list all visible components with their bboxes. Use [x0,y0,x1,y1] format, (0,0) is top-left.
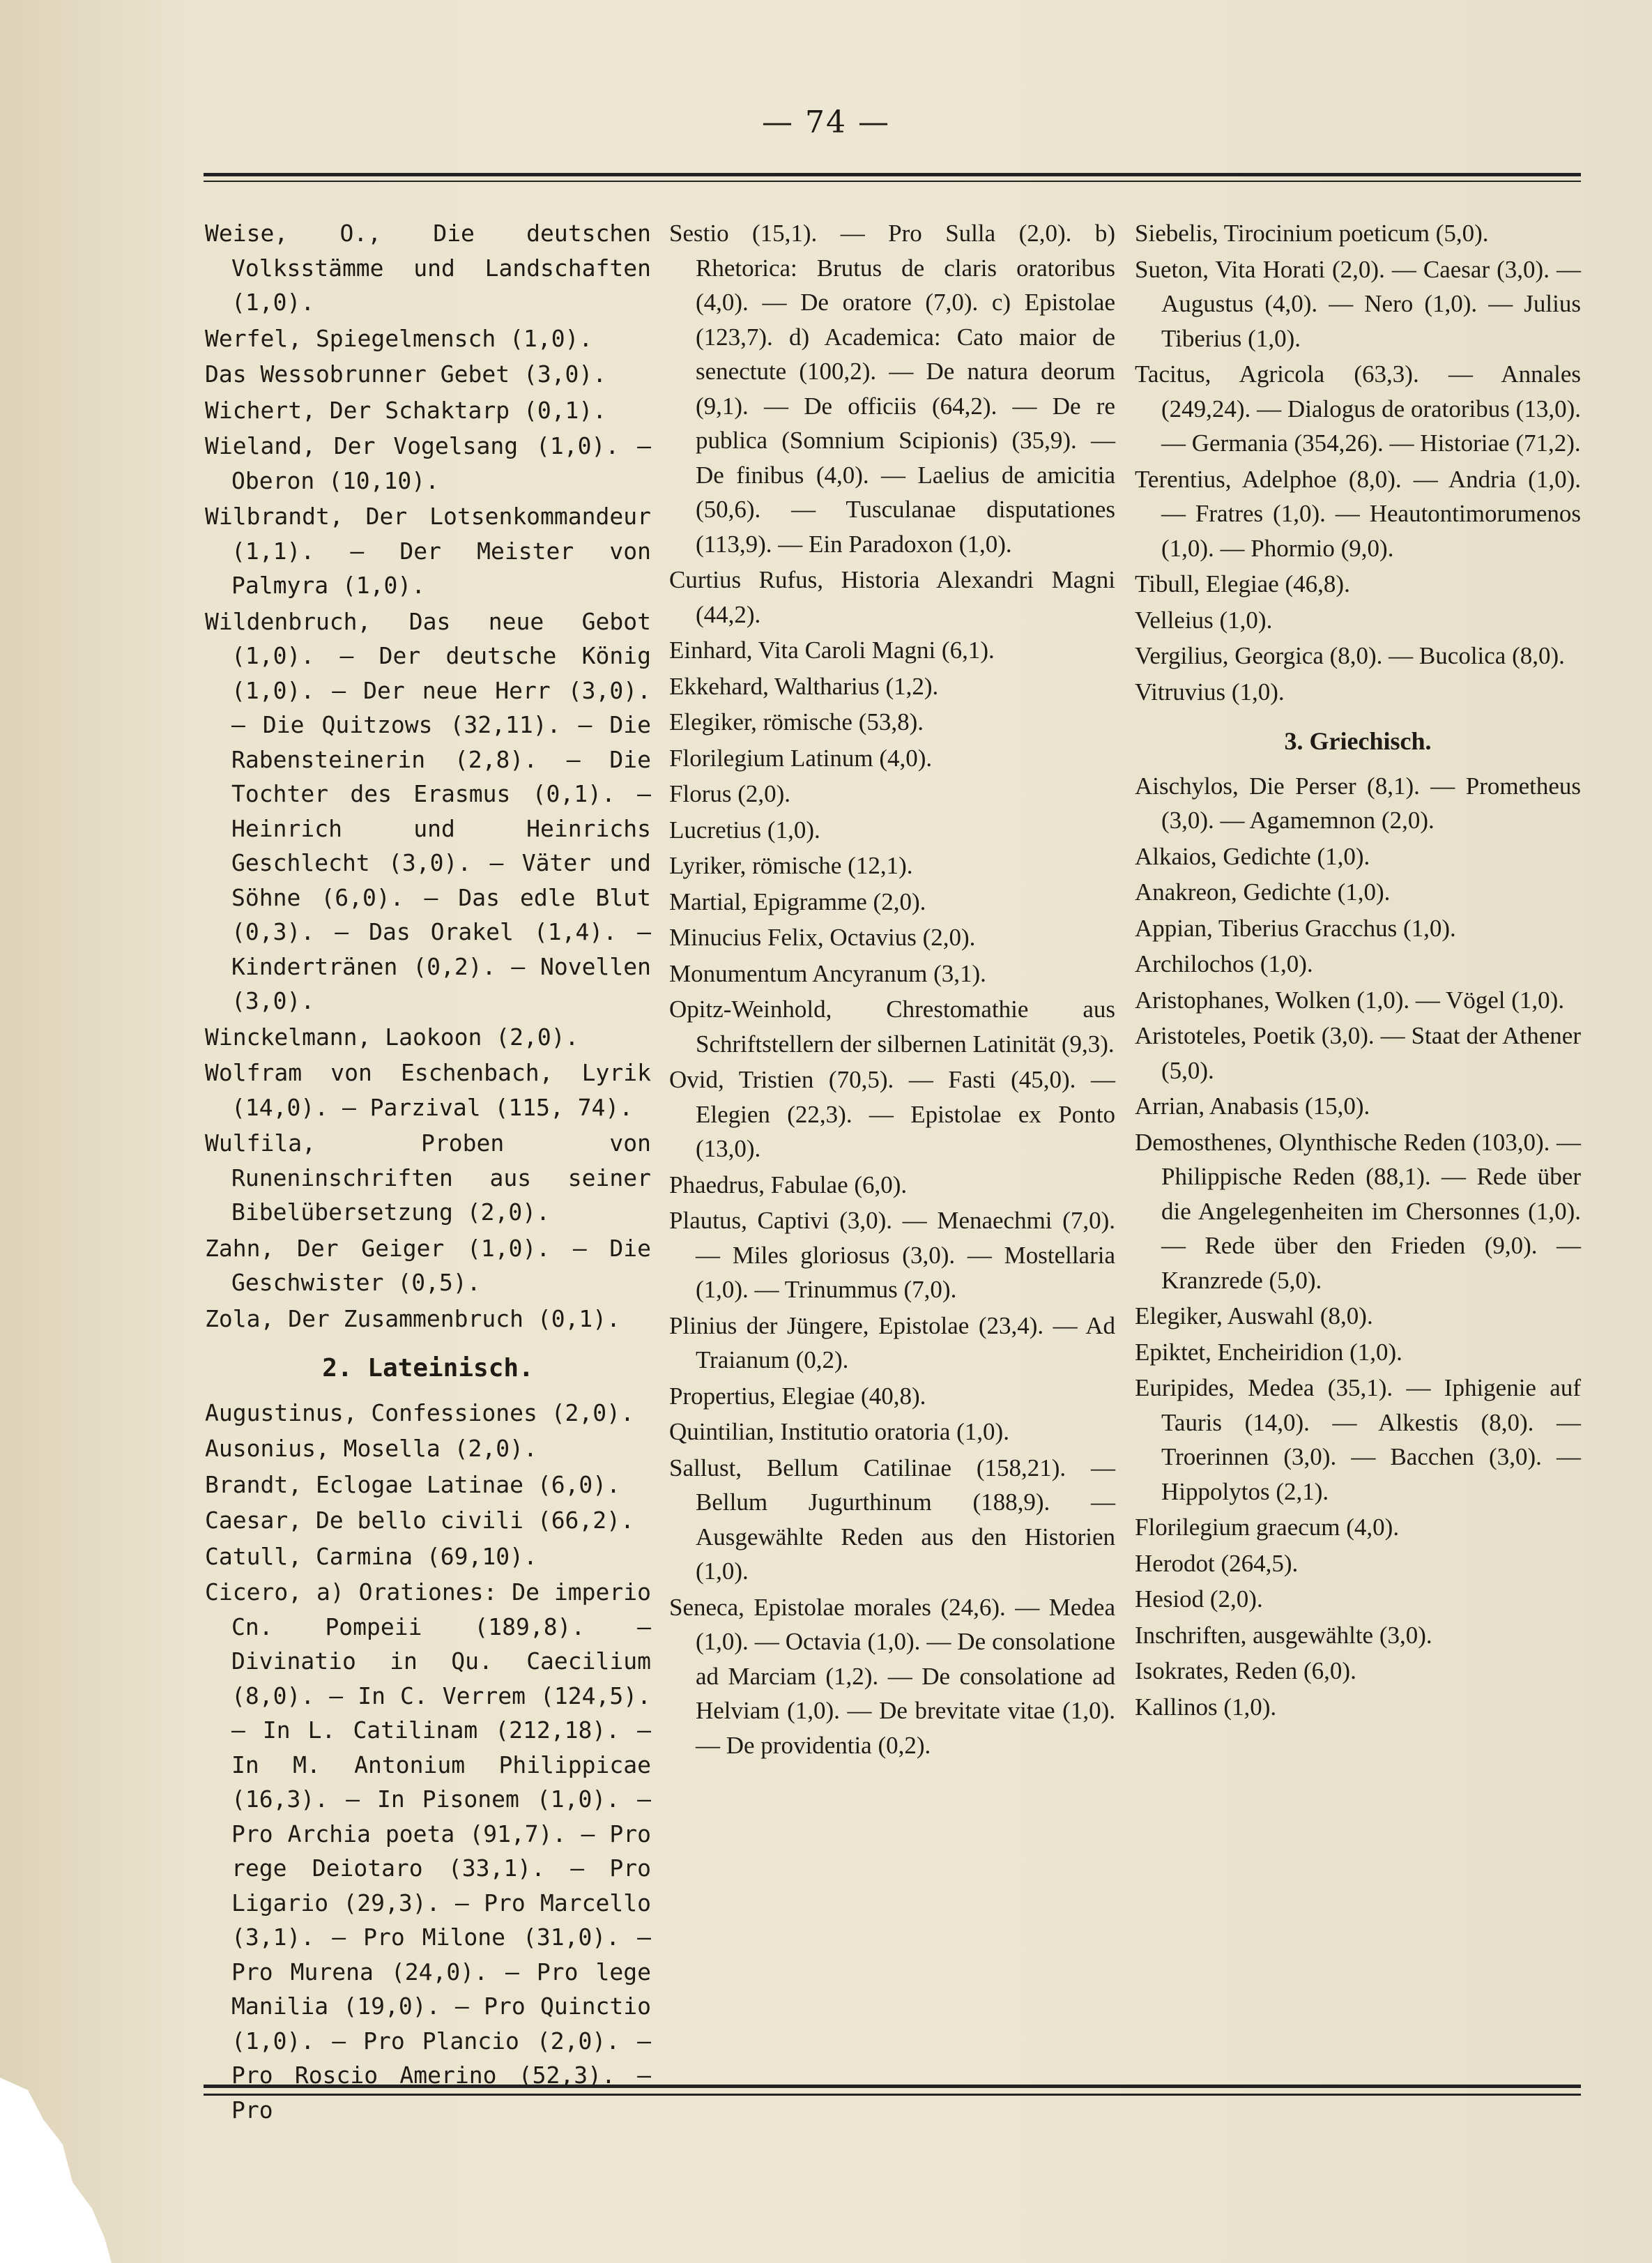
list-item: Hesiod (2,0). [1135,1585,1263,1613]
list-item: Florilegium Latinum (4,0). [669,744,933,772]
list-item: Vergilius, Georgica (8,0). — Bucolica (8,0). [1135,642,1565,669]
list-item: Aristophanes, Wolken (1,0). — Vögel (1,0). [1135,986,1565,1014]
list-item: Opitz-Weinhold, Chrestomathie aus Schriftstellern der silbernen Latinität (9,3). [669,996,1115,1058]
list-item: Kallinos (1,0). [1135,1693,1277,1721]
column-middle [669,216,1115,1764]
latin-entries-list-end [1135,216,1581,709]
list-item: Florilegium graecum (4,0). [1135,1514,1400,1541]
list-item: Euripides, Medea (35,1). — Iphigenie auf Tauris (14,0). — Alkestis (8,0). — Troerinnen (3,0). — Bacchen (3,0). — Hippolytos (2,1). [1135,1374,1581,1505]
list-item: Tacitus, Agricola (63,3). — Annales (249,24). — Dialogus de oratoribus (13,0). — Germania (354,26). — Historiae (71,2). [1135,360,1581,457]
list-item: Aristoteles, Poetik (3,0). — Staat der Athener (5,0). [1135,1022,1581,1084]
list-item: Wulfila, Proben von Runeninschriften aus seiner Bibelübersetzung (2,0). [205,1129,651,1226]
list-item: Plinius der Jüngere, Epistolae (23,4). — Ad Traianum (0,2). [669,1311,1115,1373]
list-item: Das Wessobrunner Gebet (3,0). [205,360,607,388]
list-item: Archilochos (1,0). [1135,950,1313,977]
list-item: Cicero, a) Orationes: De imperio Cn. Pompeii (189,8). — Divinatio in Qu. Caecilium (8,0). — In C. Verrem (124,5). — In L. Catilinam (212,18). — In M. Antonium Philippicae (16,3). — In Pisonem (1,0). — Pro Archia poeta (91,7). — Pro rege Deiotaro (33,1). — Pro Ligario (29,3). — Pro Marcello (3,1). — Pro Milone (31,0). — Pro Murena (24,0). — Pro lege Manilia (19,0). — Pro Quinctio (1,0). — Pro Plancio (2,0). — Pro Roscio Amerino (52,3). — Pro [205,1578,651,2124]
list-item: Wolfram von Eschenbach, Lyrik (14,0). — Parzival (115, 74). [205,1059,651,1121]
list-item: Aischylos, Die Perser (8,1). — Prometheus (3,0). — Agamemnon (2,0). [1135,772,1581,834]
list-item: Curtius Rufus, Historia Alexandri Magni (44,2). [669,566,1115,628]
list-item: Werfel, Spiegelmensch (1,0). [205,324,593,352]
list-item: Wieland, Der Vogelsang (1,0). — Oberon (10,10). [205,432,651,494]
list-item: Seneca, Epistolae morales (24,6). — Medea (1,0). — Octavia (1,0). — De consolatione ad Marciam (1,2). — De consolatione ad Helviam (1,0). — De brevitate vitae (1,0). — De providentia (0,2). [669,1593,1115,1759]
german-entries-list [205,216,651,1336]
list-item: Zahn, Der Geiger (1,0). — Die Geschwister (0,5). [205,1234,651,1296]
list-item: Ausonius, Mosella (2,0). [205,1435,537,1462]
list-item: Elegiker, Auswahl (8,0). [1135,1302,1373,1329]
list-item: Demosthenes, Olynthische Reden (103,0). — Philippische Reden (88,1). — Rede über die Angelegenheiten im Chersonnes (1,0). — Rede über den Frieden (9,0). — Kranzrede (5,0). [1135,1128,1581,1294]
list-item: Plautus, Captivi (3,0). — Menaechmi (7,0). — Miles gloriosus (3,0). — Mostellaria (1,0). — Trinummus (7,0). [669,1207,1115,1303]
list-item: Lucretius (1,0). [669,816,820,844]
torn-page-corner [0,2078,118,2263]
latin-entries-list-continued [669,216,1115,1762]
list-item: Caesar, De bello civili (66,2). [205,1507,634,1534]
list-item: Ekkehard, Waltharius (1,2). [669,672,939,700]
list-item: Wichert, Der Schaktarp (0,1). [205,396,607,424]
list-item: Lyriker, römische (12,1). [669,852,913,879]
list-item: Wilbrandt, Der Lotsenkommandeur (1,1). — Der Meister von Palmyra (1,0). [205,503,651,599]
list-item: Sestio (15,1). — Pro Sulla (2,0). b) Rhetorica: Brutus de claris oratoribus (4,0). — De oratore (7,0). c) Epistolae (123,7). d) Academica: Cato maior de senectute (100,2). — De natura deorum (9,1). — De officiis (64,2). — De re publica (Somnium Scipionis) (35,9). — De finibus (4,0). — Laelius de amicitia (50,6). — Tusculanae disputationes (113,9). — Ein Paradoxon (1,0). [669,220,1115,558]
list-item: Winckelmann, Laokoon (2,0). [205,1023,579,1051]
list-item: Arrian, Anabasis (15,0). [1135,1092,1370,1120]
list-item: Martial, Epigramme (2,0). [669,887,926,915]
list-item: Catull, Carmina (69,10). [205,1542,537,1570]
greek-entries-list [1135,769,1581,1725]
list-item: Siebelis, Tirocinium poeticum (5,0). [1135,220,1489,247]
list-item: Appian, Tiberius Gracchus (1,0). [1135,914,1456,942]
section-title-greek: 3. Griechisch. [1284,727,1432,755]
list-item: Elegiker, römische (53,8). [669,708,924,736]
list-item: Tibull, Elegiae (46,8). [1135,570,1350,597]
column-right [1135,216,1581,1725]
list-item: Weise, O., Die deutschen Volksstämme und Landschaften (1,0). [205,220,651,316]
column-left [205,216,651,2128]
list-item: Augustinus, Confessiones (2,0). [205,1399,634,1426]
latin-entries-list [205,1396,651,2128]
list-item: Wildenbruch, Das neue Gebot (1,0). — Der deutsche König (1,0). — Der neue Herr (3,0). — Die Quitzows (32,11). — Die Rabensteinerin (2,8). — Die Tochter des Erasmus (0,1). — Heinrich und Heinrichs Geschlecht (3,0). — Väter und Söhne (6,0). — Das edle Blut (0,3). — Das Orakel (1,4). — Kindertränen (0,2). — Novellen (3,0). [205,607,651,1014]
list-item: Zola, Der Zusammenbruch (0,1). [205,1304,621,1332]
list-item: Florus (2,0). [669,780,791,807]
list-item: Minucius Felix, Octavius (2,0). [669,924,976,951]
list-item: Vitruvius (1,0). [1135,678,1285,706]
list-item: Monumentum Ancyranum (3,1). [669,959,986,987]
list-item: Brandt, Eclogae Latinae (6,0). [205,1470,621,1498]
list-item: Terentius, Adelphoe (8,0). — Andria (1,0). — Fratres (1,0). — Heautontimorumenos (1,0). — Phormio (9,0). [1135,465,1581,562]
top-rule [204,173,1581,182]
list-item: Anakreon, Gedichte (1,0). [1135,878,1391,906]
list-item: Velleius (1,0). [1135,606,1273,634]
list-item: Epiktet, Encheiridion (1,0). [1135,1338,1402,1366]
list-item: Isokrates, Reden (6,0). [1135,1657,1356,1684]
list-item: Phaedrus, Fabulae (6,0). [669,1171,908,1198]
list-item: Sueton, Vita Horati (2,0). — Caesar (3,0). — Augustus (4,0). — Nero (1,0). — Julius Tiberius (1,0). [1135,255,1581,352]
section-title-latin: 2. Lateinisch. [322,1354,534,1382]
list-item: Ovid, Tristien (70,5). — Fasti (45,0). — Elegien (22,3). — Epistolae ex Ponto (13,0). [669,1066,1115,1162]
list-item: Sallust, Bellum Catilinae (158,21). — Bellum Jugurthinum (188,9). — Ausgewählte Reden aus den Historien (1,0). [669,1454,1115,1585]
list-item: Inschriften, ausgewählte (3,0). [1135,1621,1432,1649]
list-item: Propertius, Elegiae (40,8). [669,1382,926,1410]
list-item: Quintilian, Institutio oratoria (1,0). [669,1418,1009,1445]
bottom-rule [204,2085,1581,2096]
list-item: Alkaios, Gedichte (1,0). [1135,842,1370,870]
page-number: — 74 — [762,105,890,140]
list-item: Herodot (264,5). [1135,1549,1299,1577]
list-item: Einhard, Vita Caroli Magni (6,1). [669,637,995,664]
